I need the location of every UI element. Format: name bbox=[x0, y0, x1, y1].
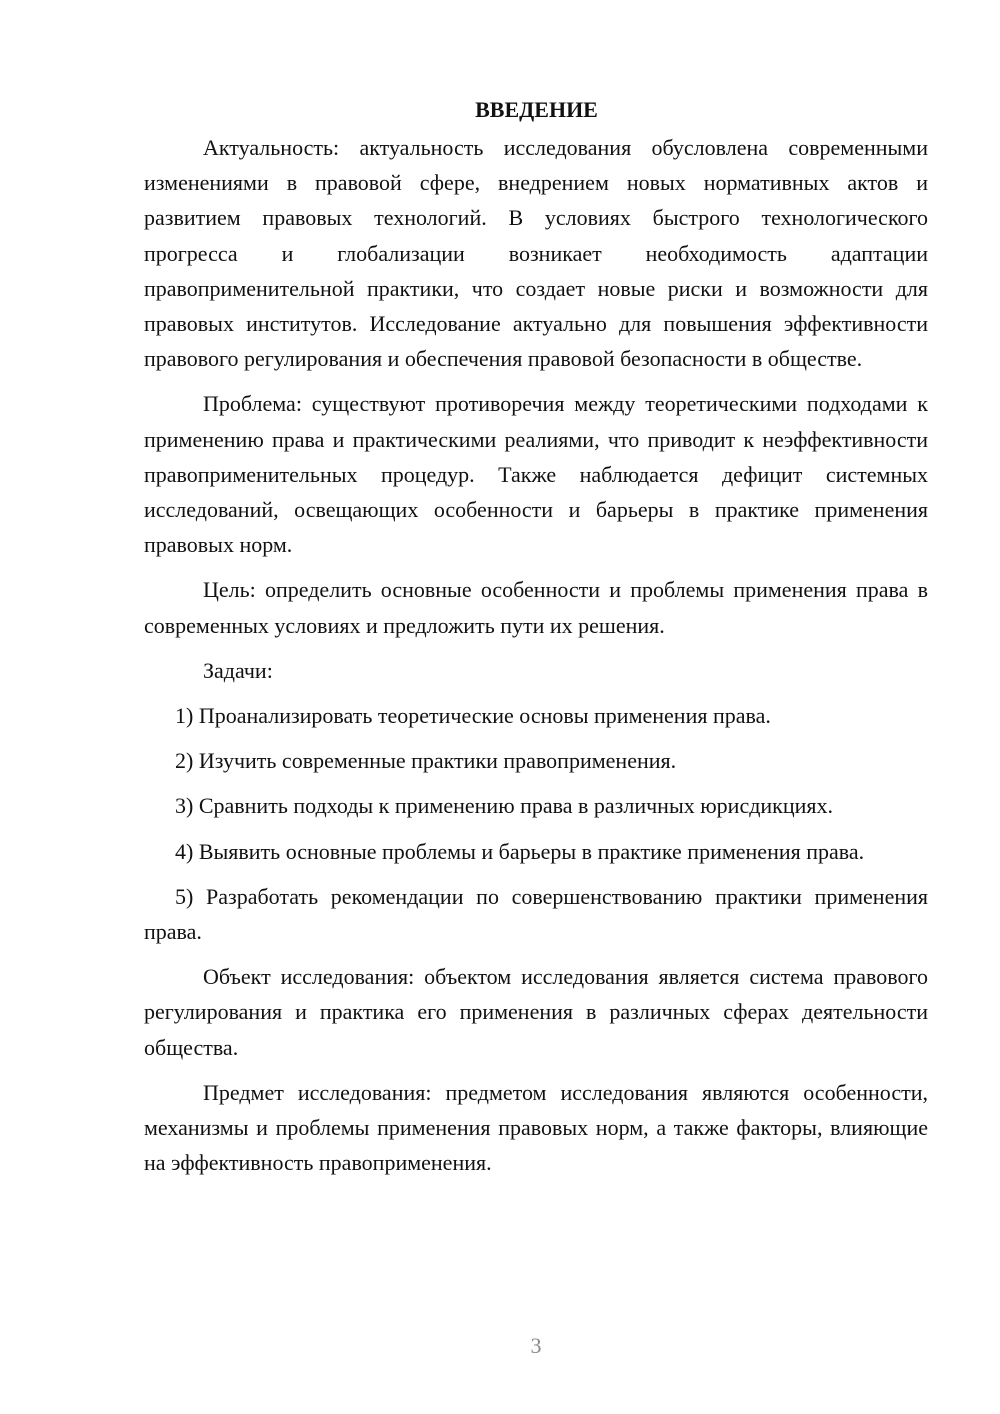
problem-paragraph: Проблема: существуют противоречия между теоретическими подходами к применению права и практическими реалиями, что приводит к неэффективности правоприменительных процедур. Также наблюдается дефицит системных исследований, освещающих особенности и барьеры в практике применения правовых норм. bbox=[144, 391, 928, 558]
list-item: 1) Проанализировать теоретические основы применения права. bbox=[175, 703, 771, 729]
list-item: 5) Разработать рекомендации по совершенствованию практики применения права. bbox=[144, 883, 928, 945]
section-heading: ВВЕДЕНИЕ bbox=[475, 97, 598, 122]
list-item: 2) Изучить современные практики правоприменения. bbox=[175, 748, 677, 774]
document-body bbox=[144, 94, 928, 1190]
tasks-label: Задачи: bbox=[203, 657, 273, 683]
list-item: 3) Сравнить подходы к применению права в различных юрисдикциях. bbox=[175, 793, 834, 819]
tasks-list bbox=[144, 698, 928, 949]
list-item: 4) Выявить основные проблемы и барьеры в практике применения права. bbox=[175, 838, 865, 864]
subject-paragraph: Предмет исследования: предметом исследования являются особенности, механизмы и проблемы применения правовых норм, а также факторы, влияющие на эффективность правоприменения. bbox=[144, 1079, 928, 1176]
object-paragraph: Объект исследования: объектом исследования является система правового регулирования и практика его применения в различных сферах деятельности общества. bbox=[144, 964, 928, 1060]
page-number: 3 bbox=[530, 1333, 542, 1358]
goal-paragraph: Цель: определить основные особенности и проблемы применения права в современных условиях и предложить пути их решения. bbox=[144, 577, 928, 638]
relevance-paragraph: Актуальность: актуальность исследования обусловлена современными изменениями в правовой сфере, внедрением новых нормативных актов и развитием правовых технологий. В условиях быстрого технологического прогресса и глобализации возникает необходимость адаптации правоприменительной практики, что создает новые риски и возможности для правовых институтов. Исследование актуально для повышения эффективности правового регулирования и обеспечения правовой безопасности в обществе. bbox=[144, 135, 928, 372]
